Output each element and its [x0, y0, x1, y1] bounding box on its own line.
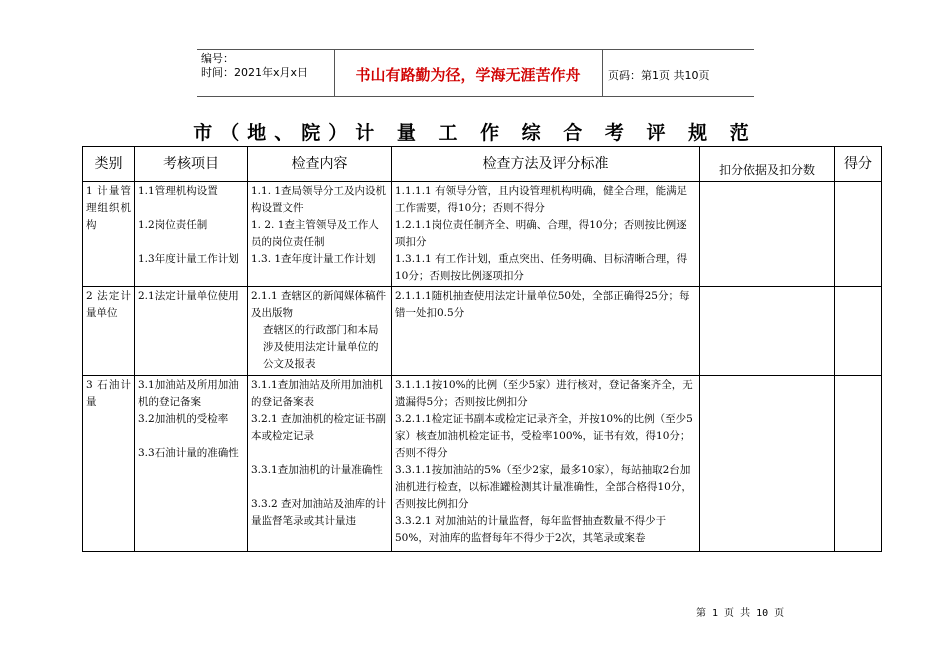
content-text: 2.1.1 查辖区的新闻媒体稿件及出版物 — [251, 290, 387, 319]
content-cell — [248, 376, 392, 552]
document-date: 时间：2021年x月x日 — [201, 66, 309, 79]
deduction-cell — [700, 287, 835, 376]
table-row — [83, 376, 882, 552]
item-text: 3.1加油站及所用加油机的登记备案 — [138, 379, 239, 408]
item-text: 3.3石油计量的准确性 — [138, 447, 239, 459]
column-header-score: 得分 — [835, 147, 882, 182]
method-text: 1.3.1.1 有工作计划，重点突出、任务明确、目标清晰合理，得10分；否则按比例逐项扣分 — [395, 253, 688, 282]
method-text: 1.1.1.1 有领导分管，且内设管理机构明确，健全合理，能满足工作需要，得10分；否则不得分 — [395, 185, 688, 214]
item-text: 1.2岗位责任制 — [138, 219, 208, 231]
deduction-cell — [700, 182, 835, 287]
score-cell — [835, 287, 882, 376]
score-cell — [835, 182, 882, 287]
method-text: 2.1.1.1随机抽查使用法定计量单位50处，全部正确得25分；每错一处扣0.5分 — [395, 290, 690, 319]
category-cell — [83, 376, 135, 552]
page-footer: 第 1 页 共 10 页 — [696, 608, 785, 619]
method-text: 3.3.1.1按加油站的5%（至少2家，最多10家），每站抽取2台加油机进行检查，以标准罐检测其计量准确性，全部合格得10分，否则按比例扣分 — [395, 464, 692, 510]
content-text: 3.1.1查加油站及所用加油机的登记备案表 — [251, 379, 383, 408]
document-title: 市（地、院）计 量 工 作 综 合 考 评 规 范 — [193, 122, 757, 144]
content-text: 3.3.1查加油机的计量准确性 — [251, 464, 383, 476]
document-number: 编号： — [201, 52, 234, 65]
method-text: 3.1.1.1按10%的比例（至少5家）进行核对，登记备案齐全，无遗漏得5分；否则按比例扣分 — [395, 379, 693, 408]
item-text: 1.1管理机构设置 — [138, 185, 218, 197]
header-page-number: 页码：第1页 共10页 — [608, 69, 710, 82]
content-text: 查辖区的行政部门和本局涉及使用法定计量单位的公文及报表 — [263, 324, 379, 370]
content-cell — [248, 287, 392, 376]
item-cell — [135, 182, 248, 287]
item-cell — [135, 287, 248, 376]
score-cell — [835, 376, 882, 552]
method-text: 3.3.2.1 对加油站的计量监督，每年监督抽查数量不得少于50%，对油库的监督每年不得少于2次，其笔录或案卷 — [395, 515, 667, 544]
item-text: 2.1法定计量单位使用 — [138, 290, 239, 302]
column-header-content: 检查内容 — [248, 147, 392, 182]
item-text: 1.3年度计量工作计划 — [138, 253, 239, 265]
method-text: 3.2.1.1检定证书副本或检定记录齐全，并按10%的比例（至少5家）核查加油机检定证书，受检率100%，证书有效，得10分；否则不得分 — [395, 413, 693, 459]
column-header-category: 类别 — [83, 147, 135, 182]
content-cell — [248, 182, 392, 287]
table-row — [83, 287, 882, 376]
deduction-cell — [700, 376, 835, 552]
content-text: 3.3.2 查对加油站及油库的计量监督笔录或其计量违 — [251, 498, 387, 527]
category-text: 3 石油计量 — [86, 379, 131, 408]
header-meta — [201, 52, 308, 80]
column-header-deduction: 扣分依据及扣分数 — [700, 147, 835, 182]
content-text: 1. 2. 1查主管领导及工作人员的岗位责任制 — [251, 219, 379, 248]
table-header-row — [83, 147, 882, 182]
category-cell: 2 法定计量单位 — [83, 287, 135, 376]
document-header — [197, 49, 754, 97]
method-cell — [392, 376, 700, 552]
table-row — [83, 182, 882, 287]
header-divider — [602, 50, 603, 96]
category-cell: 1 计量管理组织机构 — [83, 182, 135, 287]
content-text: 3.2.1 查加油机的检定证书副本或检定记录 — [251, 413, 387, 442]
content-text: 1.1. 1查局领导分工及内设机构设置文件 — [251, 185, 387, 214]
method-cell — [392, 182, 700, 287]
evaluation-table — [82, 146, 882, 552]
method-text: 1.2.1.1岗位责任制齐全、明确、合理，得10分；否则按比例逐项扣分 — [395, 219, 687, 248]
method-cell — [392, 287, 700, 376]
item-text: 3.2加油机的受检率 — [138, 413, 229, 425]
column-header-item: 考核项目 — [135, 147, 248, 182]
column-header-method: 检查方法及评分标准 — [392, 147, 700, 182]
item-cell — [135, 376, 248, 552]
header-motto: 书山有路勤为径，学海无涯苦作舟 — [355, 66, 581, 84]
content-text: 1.3. 1查年度计量工作计划 — [251, 253, 376, 265]
